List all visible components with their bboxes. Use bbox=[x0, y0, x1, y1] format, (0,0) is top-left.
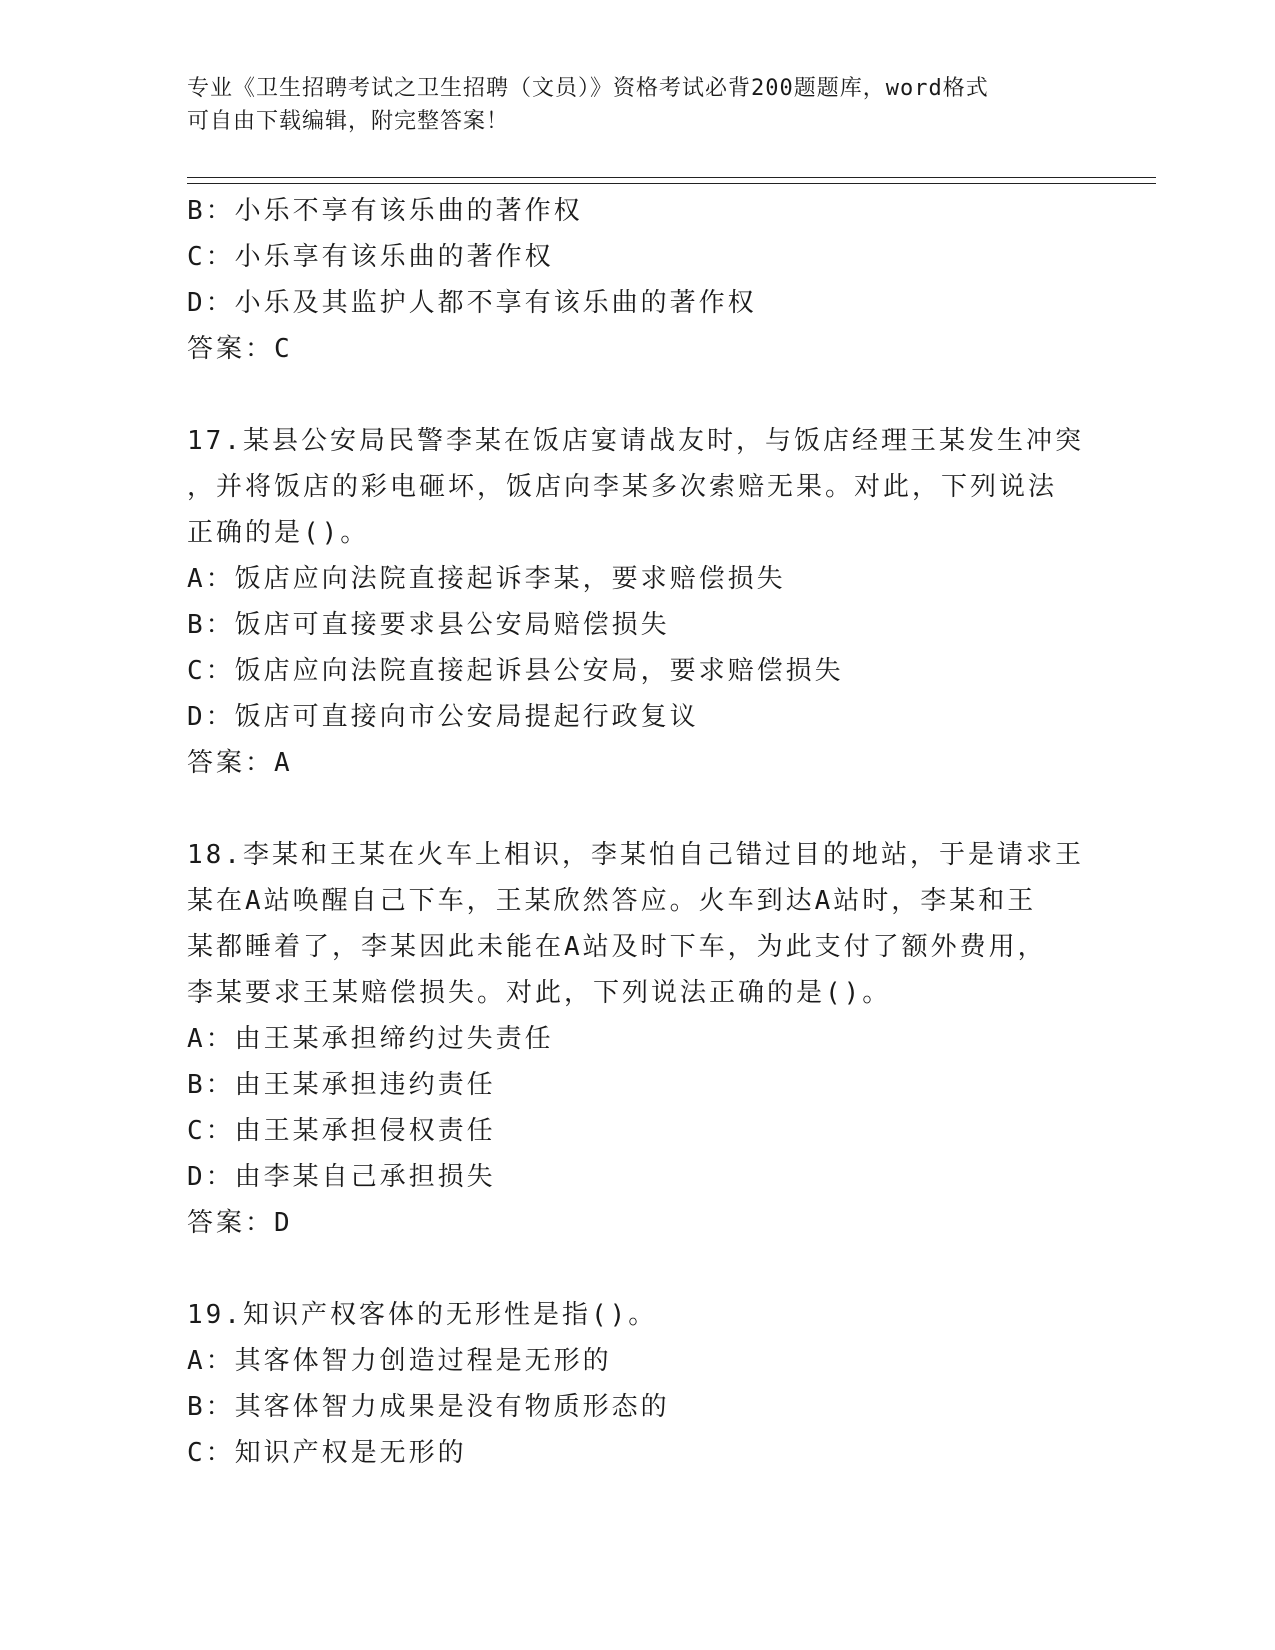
spacer bbox=[187, 372, 1087, 418]
question-stem-line: 19.知识产权客体的无形性是指()。 bbox=[187, 1300, 658, 1330]
option-d: D：由李某自己承担损失 bbox=[187, 1162, 496, 1192]
header-line-1: 专业《卫生招聘考试之卫生招聘（文员）》资格考试必背200题题库，word格式 bbox=[187, 76, 989, 101]
option-b: B：由王某承担违约责任 bbox=[187, 1070, 496, 1100]
question-list bbox=[187, 188, 1087, 1476]
option-c: C：知识产权是无形的 bbox=[187, 1438, 467, 1468]
option-b: B：饭店可直接要求县公安局赔偿损失 bbox=[187, 610, 670, 640]
question-stem-line: 18.李某和王某在火车上相识，李某怕自己错过目的地站，于是请求王 bbox=[187, 840, 1084, 870]
option-a: A：饭店应向法院直接起诉李某，要求赔偿损失 bbox=[187, 564, 786, 594]
option-d: D：饭店可直接向市公安局提起行政复议 bbox=[187, 702, 699, 732]
option-d: D：小乐及其监护人都不享有该乐曲的著作权 bbox=[187, 288, 757, 318]
option-a: A：其客体智力创造过程是无形的 bbox=[187, 1346, 612, 1376]
answer-line: 答案：C bbox=[187, 334, 293, 364]
header-divider-bottom bbox=[187, 183, 1156, 184]
question-18 bbox=[187, 832, 1087, 1246]
question-stem-line: 正确的是()。 bbox=[187, 518, 370, 548]
option-b: B：其客体智力成果是没有物质形态的 bbox=[187, 1392, 670, 1422]
option-c: C：小乐享有该乐曲的著作权 bbox=[187, 242, 554, 272]
question-stem-line: 某都睡着了，李某因此未能在A站及时下车，为此支付了额外费用， bbox=[187, 932, 1047, 962]
spacer bbox=[187, 786, 1087, 832]
question-19 bbox=[187, 1292, 1087, 1476]
header-divider-top bbox=[187, 177, 1156, 178]
question-stem-line: 某在A站唤醒自己下车，王某欣然答应。火车到达A站时，李某和王 bbox=[187, 886, 1037, 916]
question-partial bbox=[187, 188, 1087, 372]
question-stem-line: 17.某县公安局民警李某在饭店宴请战友时，与饭店经理王某发生冲突 bbox=[187, 426, 1084, 456]
answer-line: 答案：A bbox=[187, 748, 293, 778]
option-c: C：由王某承担侵权责任 bbox=[187, 1116, 496, 1146]
option-c: C：饭店应向法院直接起诉县公安局，要求赔偿损失 bbox=[187, 656, 844, 686]
option-a: A：由王某承担缔约过失责任 bbox=[187, 1024, 554, 1054]
question-stem-line: ，并将饭店的彩电砸坏，饭店向李某多次索赔无果。对此，下列说法 bbox=[187, 472, 1058, 502]
document-header bbox=[187, 72, 1087, 138]
spacer bbox=[187, 1246, 1087, 1292]
question-17 bbox=[187, 418, 1087, 786]
question-stem-line: 李某要求王某赔偿损失。对此，下列说法正确的是()。 bbox=[187, 978, 892, 1008]
option-b: B：小乐不享有该乐曲的著作权 bbox=[187, 196, 583, 226]
header-line-2: 可自由下载编辑，附完整答案！ bbox=[187, 109, 510, 134]
answer-line: 答案：D bbox=[187, 1208, 293, 1238]
